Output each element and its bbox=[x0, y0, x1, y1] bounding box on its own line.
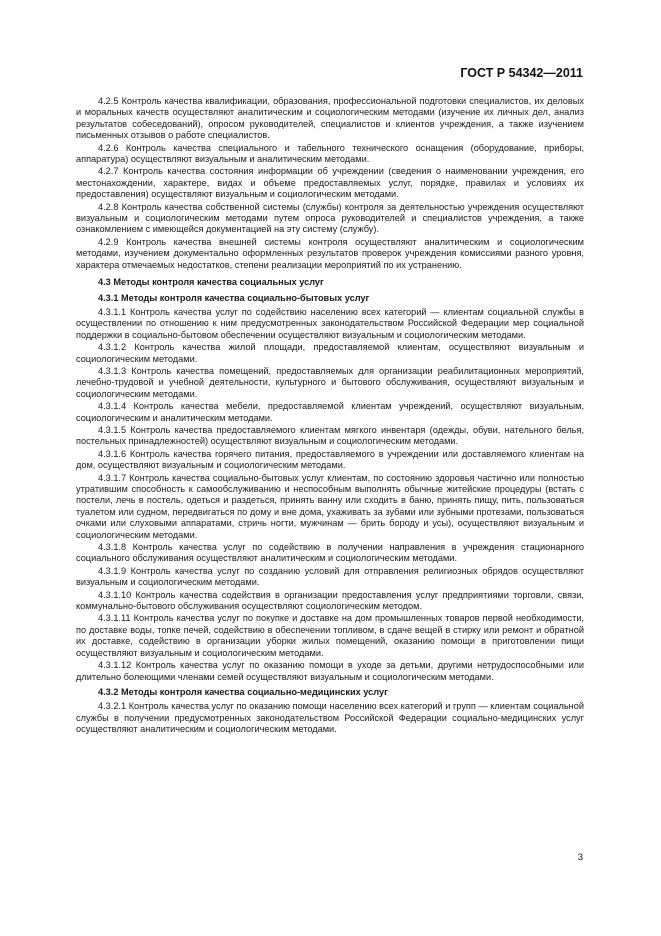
body-paragraph: 4.2.7 Контроль качества состояния информации об учреждении (сведения о наименовании учреждения, его местонахождении, характере, видах и объеме предоставляемых услуг, порядке, правилах и условиях их предоставления) осуществляют визуальным и социологическим методами. bbox=[76, 166, 584, 200]
body-paragraph: 4.3.1.7 Контроль качества социально-бытовых услуг клиентам, по состоянию здоровья частично или полностью утратившим способность к самообслуживанию и неспособным выполнять обычные житейские процедуры (встать с постели, лечь в постель, одеться и раздеться, принять ванну или сходить в баню, принять пищу, пить, пользоваться туалетом или судном, передвигаться по дому и вне дома, ухаживать за зубами или зубными протезами, пользоваться очками или слуховыми аппаратами, стричь ногти, мужчинам — брить бороду и усы), осуществляют визуальным и социологическим методами. bbox=[76, 472, 584, 540]
body-paragraph: 4.3.1.1 Контроль качества услуг по содействию населению всех категорий — клиентам социальной службы в осуществлении по отношению к ним предусмотренных законодательством Российской Федерации мер социальной поддержки в социально-бытовом обеспечении осуществляют визуальным и социологическим методами. bbox=[76, 306, 584, 340]
page-number: 3 bbox=[577, 852, 583, 863]
body-paragraph: 4.2.5 Контроль качества квалификации, образования, профессиональной подготовки специалистов, их деловых и моральных качеств осуществляют аналитическим и социологическим методами (изучение их личных дел, анализ результатов собеседований), опросом руководителей, специалистов и клиентов учреждения, а также изучением письменных отзывов о работе специалистов. bbox=[76, 96, 584, 141]
subsection-heading: 4.3.1 Методы контроля качества социально-бытовых услуг bbox=[98, 292, 370, 303]
body-paragraph: 4.3.1.12 Контроль качества услуг по оказанию помощи в уходе за детьми, другими нетрудоспособными или длительно болеющими членами семей осуществляют визуальным и социологическим методами. bbox=[76, 660, 584, 682]
body-paragraph: 4.2.9 Контроль качества внешней системы контроля осуществляют аналитическим и социологическим методами, изучением документально оформленных результатов проверок учреждения комиссиями разного уровня, характера отмечаемых недостатков, степени реализации мероприятий по их устранению. bbox=[76, 236, 584, 270]
subsection-heading: 4.3.2 Методы контроля качества социально-медицинских услуг bbox=[98, 686, 388, 697]
body-paragraph: 4.3.2.1 Контроль качества услуг по оказанию помощи населению всех категорий и групп — клиентам социальной службы в получении предусмотренных законодательством Российской Федерации социально-медицинских услуг осуществляют аналитическим и социологическим методами. bbox=[76, 701, 584, 735]
body-paragraph: 4.3.1.4 Контроль качества мебели, предоставляемой клиентам учреждений, осуществляют визуальным, социологическим и аналитическим методами. bbox=[76, 401, 584, 423]
body-paragraph: 4.3.1.10 Контроль качества содействия в организации предоставления услуг предприятиями торговли, связи, коммунально-бытового обслуживания осуществляют социологическим методом. bbox=[76, 589, 584, 612]
body-paragraph: 4.3.1.5 Контроль качества предоставляемого клиентам мягкого инвентаря (одежды, обуви, нательного белья, постельных принадлежностей) осуществляют визуальным и социологическим методами. bbox=[76, 424, 584, 447]
body-paragraph: 4.3.1.8 Контроль качества услуг по содействию в получении направления в учреждения стационарного социального обслуживания осуществляют аналитическим и социологическим методами. bbox=[76, 542, 584, 564]
document-body bbox=[76, 96, 584, 737]
body-paragraph: 4.3.1.6 Контроль качества горячего питания, предоставляемого в учреждении или доставляемого клиентам на дом, осуществляют визуальным и социологическим методами. bbox=[76, 448, 584, 471]
body-paragraph: 4.3.1.9 Контроль качества услуг по созданию условий для отправления религиозных обрядов осуществляют визуальным и социологическим методами. bbox=[76, 565, 584, 588]
body-paragraph: 4.3.1.11 Контроль качества услуг по покупке и доставке на дом промышленных товаров первой необходимости, по доставке воды, топке печей, содействию в обеспечении топливом, в сдаче вещей в стирку или ремонт и обратной их доставке, содействию в организации уборки жилых помещений, оказанию помощи в приготовлении пищи осуществляют визуальным и социологическим методами. bbox=[76, 613, 584, 658]
document-header: ГОСТ Р 54342—2011 bbox=[460, 66, 583, 80]
body-paragraph: 4.2.8 Контроль качества собственной системы (службы) контроля за деятельностью учреждения осуществляют визуальным и социологическим методами путем опроса руководителей и специалистов учреждения, а также ознакомлением с имеющейся документацией на эту систему (службу). bbox=[76, 201, 584, 235]
body-paragraph: 4.3.1.3 Контроль качества помещений, предоставляемых для организации реабилитационных мероприятий, лечебно-трудовой и учебной деятельности, культурного и бытового обслуживания, осуществляют визуальным и социологическим методами. bbox=[76, 365, 584, 399]
body-paragraph: 4.3.1.2 Контроль качества жилой площади, предоставляемой клиентам, осуществляют визуальным и социологическим методами. bbox=[76, 342, 584, 364]
section-heading: 4.3 Методы контроля качества социальных услуг bbox=[98, 277, 324, 288]
body-paragraph: 4.2.6 Контроль качества специального и табельного технического оснащения (оборудование, приборы, аппаратура) осуществляют визуальным и аналитическим методами. bbox=[76, 142, 584, 165]
